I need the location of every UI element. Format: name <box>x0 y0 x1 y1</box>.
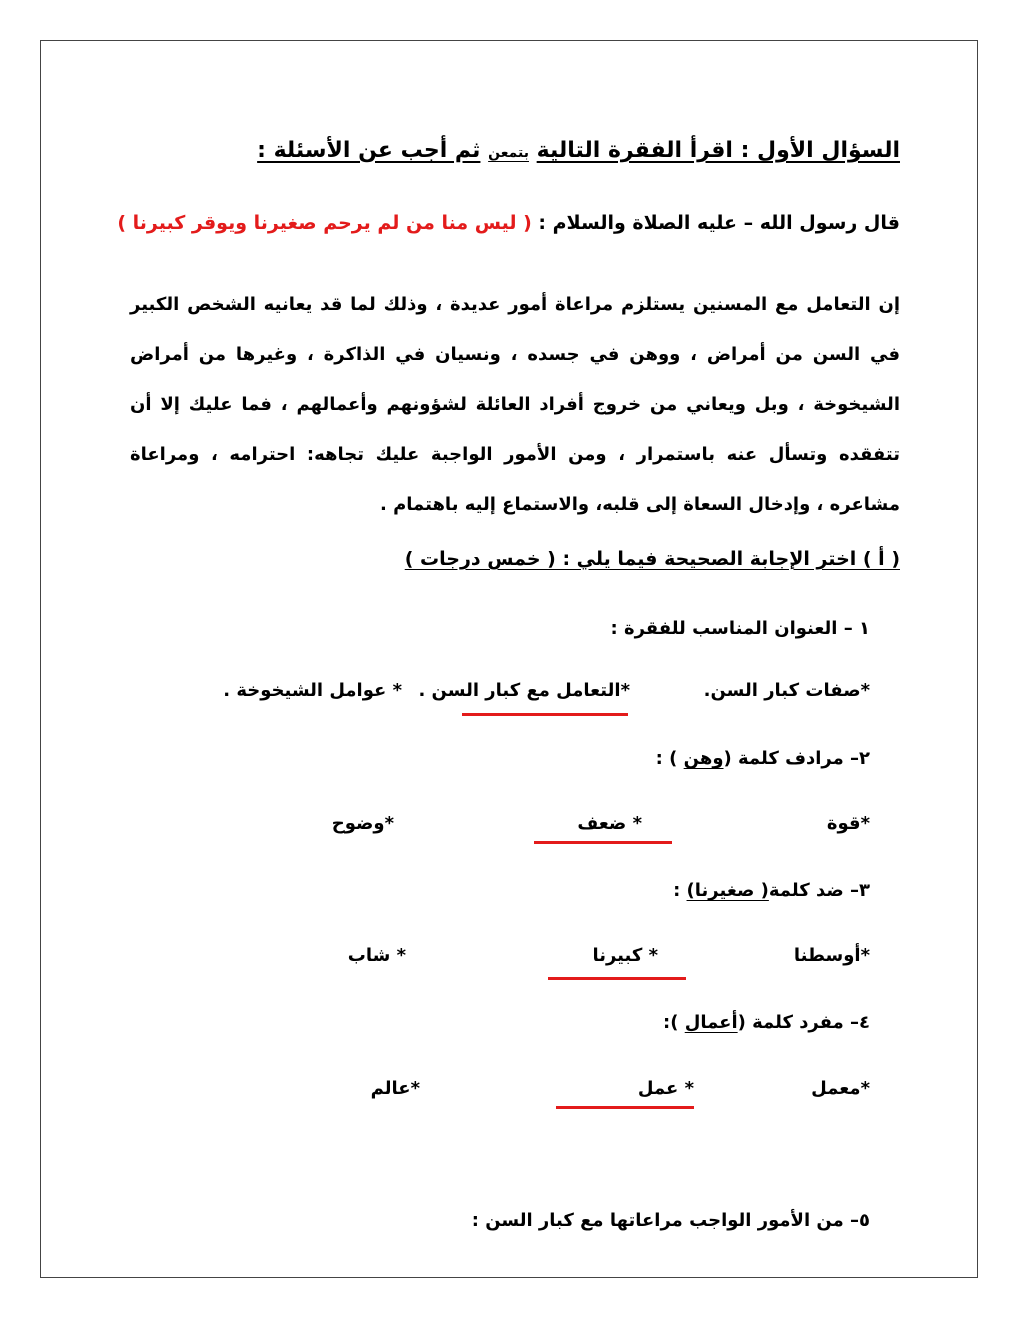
q3-prefix: ٣– ضد كلمة <box>768 880 870 901</box>
q2-word: وهن <box>683 748 724 769</box>
q4-option-1: *معمل <box>811 1078 870 1099</box>
title-rest: ثم أجب عن الأسئلة : <box>257 138 481 163</box>
q4-option-2: * عمل <box>637 1078 694 1099</box>
q2-option-1: *قوة <box>826 813 870 834</box>
q3-answer-underline <box>548 977 686 980</box>
q3-option-3: * شاب <box>347 945 406 966</box>
q2-suffix: ) : <box>655 748 684 769</box>
q1-option-1: *صفات كبار السن. <box>703 680 870 701</box>
q2-label <box>656 748 870 769</box>
q2-option-3: *وضوح <box>331 813 394 834</box>
q2-option-2: * ضعف <box>577 813 642 834</box>
hadith-line <box>117 212 900 234</box>
q3-label <box>673 880 870 901</box>
question-title <box>257 138 900 163</box>
q3-option-2: * كبيرنا <box>592 945 658 966</box>
q3-word: ( صغيرنا) <box>686 880 769 901</box>
q4-option-3: *عالم <box>370 1078 420 1099</box>
hadith-intro: قال رسول الله – عليه الصلاة والسلام : <box>538 212 900 234</box>
q4-suffix: ): <box>663 1012 685 1033</box>
q2-prefix: ٢– مرادف كلمة ( <box>723 748 870 769</box>
q3-option-1: *أوسطنا <box>793 945 870 966</box>
q1-answer-underline <box>462 713 628 716</box>
q4-prefix: ٤– مفرد كلمة ( <box>737 1012 870 1033</box>
hadith-quote: ( ليس منا من لم يرحم صغيرنا ويوقر كبيرنا ) <box>117 212 532 234</box>
q4-label <box>663 1012 870 1033</box>
q4-word: أعمال <box>684 1012 738 1033</box>
section-a-heading: ( أ ) اختر الإجابة الصحيحة فيما يلي : ( خمس درجات ) <box>404 548 900 570</box>
q4-answer-underline <box>556 1106 694 1109</box>
title-main: السؤال الأول : اقرأ الفقرة التالية <box>536 138 900 163</box>
q3-suffix: : <box>673 880 687 901</box>
reading-paragraph: إن التعامل مع المسنين يستلزم مراعاة أمور عديدة ، وذلك لما قد يعانيه الشخص الكبير في السن من أمراض ، ووهن في جسده ، ونسيان في الذاكرة ، وغيرها من أمراض الشيخوخة ، وبل ويعاني من خروج أفراد العائلة لشؤونهم وأعمالهم ، فما عليك إلا أن تتفقده وتسأل عنه باستمرار ، ومن الأمور الواجبة عليك تجاهه: احترامه ، ومراعاة مشاعره ، وإدخال السعاة إلى قلبه، والاستماع إليه باهتمام . <box>130 294 900 515</box>
q2-answer-underline <box>534 841 672 844</box>
title-small: بتمعن <box>488 145 529 161</box>
q1-label: ١ – العنوان المناسب للفقرة : <box>610 618 870 639</box>
q1-option-3: * عوامل الشيخوخة . <box>223 680 402 701</box>
q5-label: ٥– من الأمور الواجب مراعاتها مع كبار السن : <box>471 1210 870 1231</box>
q1-option-2: *التعامل مع كبار السن . <box>418 680 630 701</box>
